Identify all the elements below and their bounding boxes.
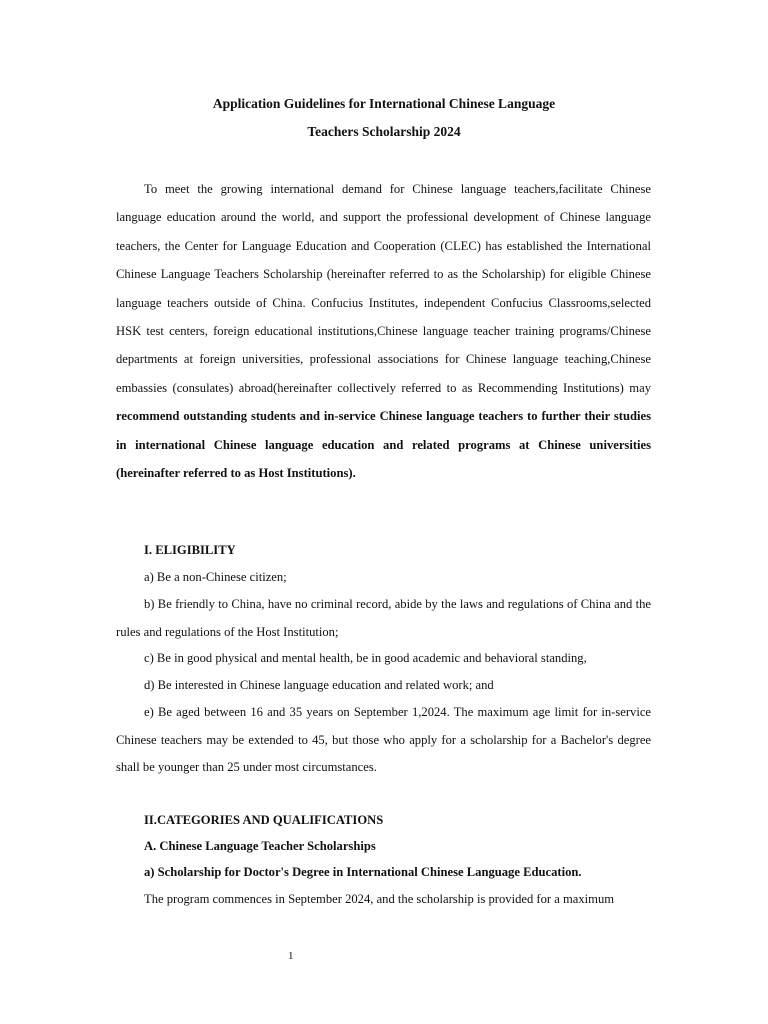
intro-bold-text: recommend outstanding students and in-service Chinese language teachers to further their studies in international Chinese language education and related programs at Chinese universities (hereinafter referred to as Host Institutions).: [116, 409, 651, 481]
doctors-degree-subheading: a) Scholarship for Doctor's Degree in International Chinese Language Education.: [144, 865, 582, 879]
eligibility-item: b) Be friendly to China, have no criminal record, abide by the laws and regulations of China and the rules and regulations of the Host Institution;: [116, 597, 651, 639]
eligibility-item: e) Be aged between 16 and 35 years on September 1,2024. The maximum age limit for in-service Chinese teachers may be extended to 45, but those who apply for a scholarship for a Bachelor's degree shall be younger than 25 under most circumstances.: [116, 705, 651, 775]
eligibility-item: a) Be a non-Chinese citizen;: [144, 570, 287, 584]
teacher-scholarships-subheading: A. Chinese Language Teacher Scholarships: [144, 839, 376, 853]
eligibility-heading: I. ELIGIBILITY: [144, 543, 236, 557]
document-title-line-1: Application Guidelines for International Chinese Language: [212, 96, 556, 111]
program-paragraph: The program commences in September 2024, and the scholarship is provided for a maximum: [144, 892, 615, 906]
document-title-line-2: Teachers Scholarship 2024: [307, 124, 461, 139]
intro-paragraph: [116, 175, 651, 487]
page-number: 1: [288, 950, 294, 962]
eligibility-item: c) Be in good physical and mental health, be in good academic and behavioral standing,: [144, 651, 587, 665]
intro-regular-text: To meet the growing international demand for Chinese language teachers,facilitate Chinese language education around the world, and support the professional development of Chinese language teachers, the Center for Language Education and Cooperation (CLEC) has established the International Chinese Language Teachers Scholarship (hereinafter referred to as the Scholarship) for eligible Chinese language teachers outside of China. Confucius Institutes, independent Confucius Classrooms,selected HSK test centers, foreign educational institutions,Chinese language teacher training programs/Chinese departments at foreign universities, professional associations for Chinese language teaching,Chinese embassies (consulates) abroad(hereinafter collectively referred to as Recommending Institutions) may: [116, 182, 651, 395]
eligibility-item: d) Be interested in Chinese language education and related work; and: [144, 678, 494, 692]
categories-heading: II.CATEGORIES AND QUALIFICATIONS: [144, 813, 384, 827]
